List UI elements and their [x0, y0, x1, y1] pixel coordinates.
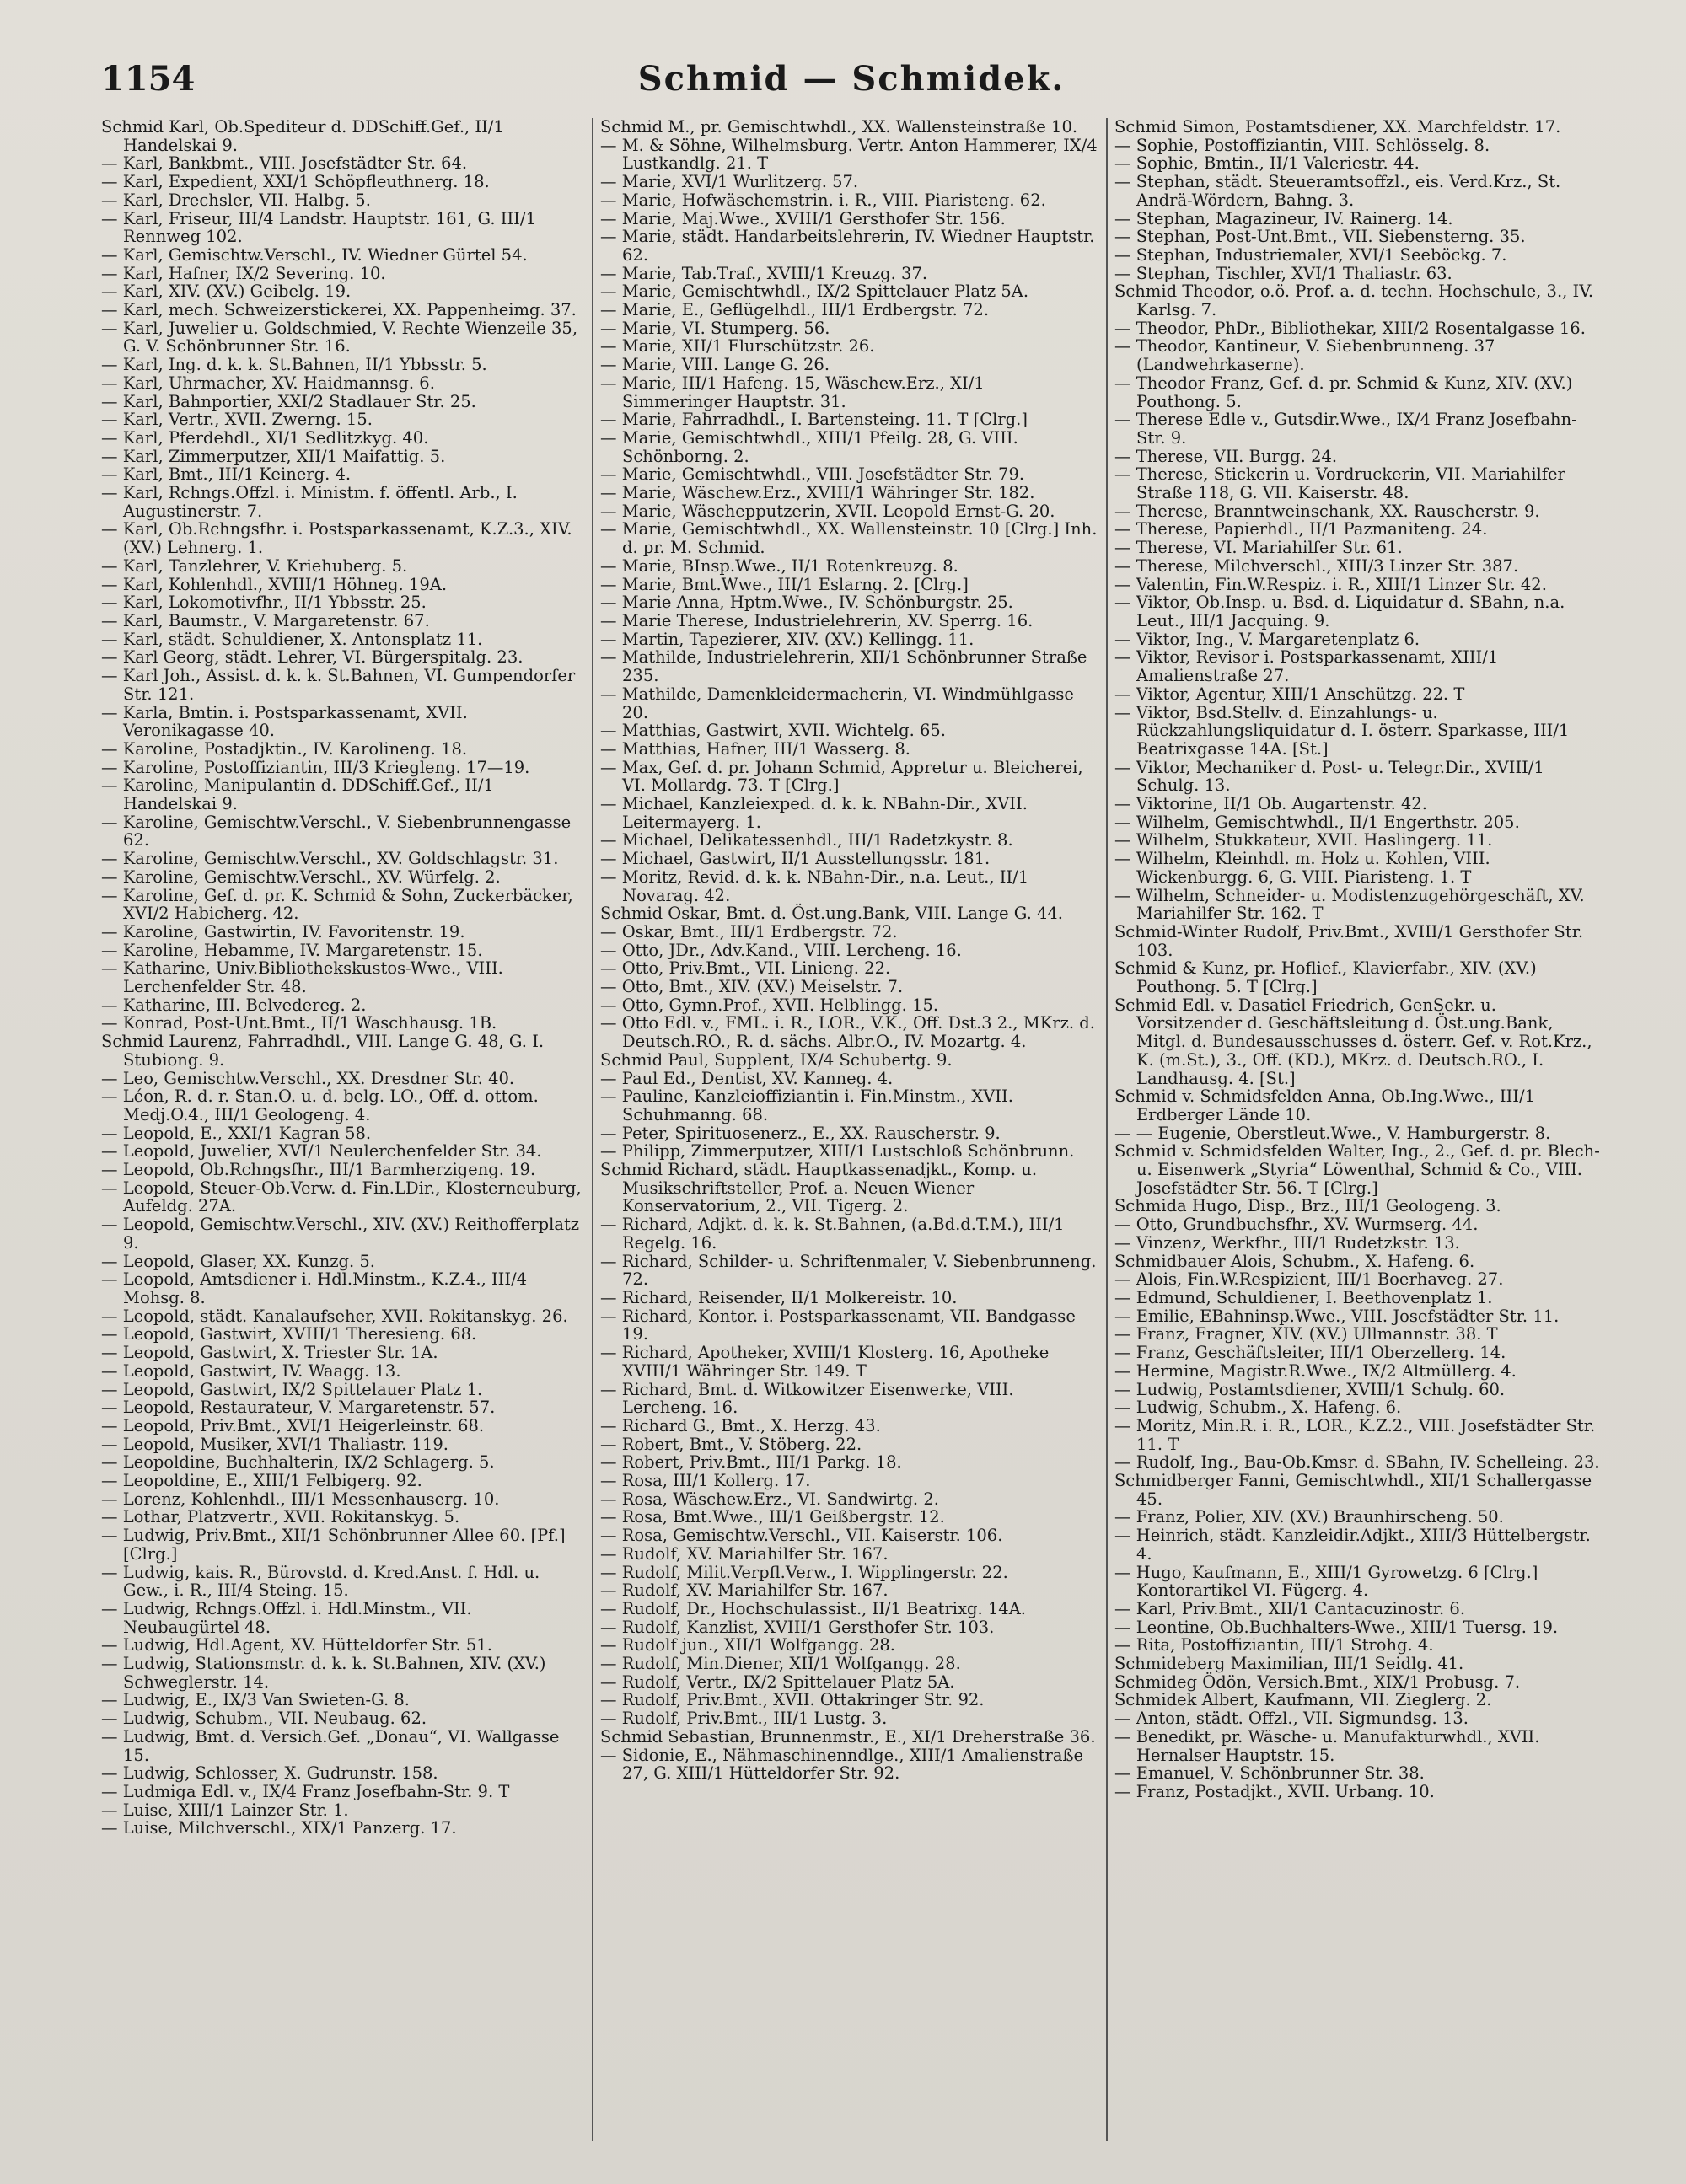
directory-entry: — Leopold, städt. Kanalaufseher, XVII. Rokitanskyg. 26. [101, 1306, 568, 1326]
directory-entry: — Viktorine, II/1 Ob. Augartenstr. 42. [1114, 794, 1428, 814]
directory-entry: — Marie, Wäschepputzerin, XVII. Leopold Ernst-G. 20. [600, 501, 1055, 521]
directory-entry: — Sophie, Bmtin., II/1 Valeriestr. 44. [1114, 153, 1420, 174]
directory-entry: — Karl, Drechsler, VII. Halbg. 5. [101, 190, 371, 210]
directory-entry: — Mathilde, Damenkleidermacherin, VI. Windmühlgasse 20. [600, 684, 1074, 722]
directory-entry: — Karoline, Manipulantin d. DDSchiff.Gef., II/1 Handelskai 9. [101, 775, 494, 814]
directory-entry: — Katharine, III. Belvedereg. 2. [101, 995, 367, 1015]
directory-entry: — Karl Georg, städt. Lehrer, VI. Bürgerspitalg. 23. [101, 647, 524, 668]
directory-entry: — Leontine, Ob.Buchhalters-Wwe., XIII/1 Tuersg. 19. [1114, 1617, 1559, 1637]
directory-entry: — Rudolf, Kanzlist, XVIII/1 Gersthofer Str. 103. [600, 1617, 995, 1637]
directory-entry: — Ludwig, Schubm., X. Hafeng. 6. [1114, 1398, 1402, 1418]
directory-entry: — Marie, BInsp.Wwe., II/1 Rotenkreuzg. 8. [600, 555, 958, 576]
directory-entry: — Marie, Gemischtwhdl., XX. Wallensteinstr. 10 [Clrg.] Inh. d. pr. M. Schmid. [600, 519, 1098, 558]
directory-entry: Schmid-Winter Rudolf, Priv.Bmt., XVIII/1 Gersthofer Str. 103. [1114, 921, 1584, 960]
directory-entry: — Lorenz, Kohlenhdl., III/1 Messenhauserg. 10. [101, 1489, 500, 1509]
directory-entry: — Michael, Kanzleiexped. d. k. k. NBahn-Dir., XVII. Leitermayerg. 1. [600, 794, 1028, 832]
directory-entry: — Stephan, Magazineur, IV. Rainerg. 14. [1114, 208, 1453, 228]
directory-entry: — Lothar, Platzvertr., XVII. Rokitanskyg. 5. [101, 1507, 460, 1527]
directory-entry: — Max, Gef. d. pr. Johann Schmid, Appretur u. Bleicherei, VI. Mollardg. 73. T [Clrg.] [600, 757, 1083, 796]
directory-entry: — Karoline, Gemischtw.Verschl., XV. Würfelg. 2. [101, 867, 501, 887]
directory-entry: — Michael, Gastwirt, II/1 Ausstellungsstr. 181. [600, 849, 991, 869]
directory-entry: — Marie, Bmt.Wwe., III/1 Eslarng. 2. [Clrg.] [600, 574, 969, 594]
directory-entry: Schmid Karl, Ob.Spediteur d. DDSchiff.Gef., II/1 Handelskai 9. [101, 118, 504, 155]
directory-entry: — Franz, Fragner, XIV. (XV.) Ullmannstr. 38. T [1114, 1324, 1498, 1344]
directory-entry: — Leopold, Restaurateur, V. Margaretenstr. 57. [101, 1398, 496, 1418]
directory-entry: — Marie, Fahrradhdl., I. Bartensteing. 11. T [Clrg.] [600, 410, 1028, 430]
directory-entry: — Karl, Vertr., XVII. Zwerng. 15. [101, 410, 373, 430]
directory-entry: — Marie, Gemischtwhdl., VIII. Josefstädter Str. 79. [600, 464, 1025, 485]
directory-entry: — Ludwig, E., IX/3 Van Swieten-G. 8. [101, 1690, 410, 1710]
directory-entry: — Karl, Uhrmacher, XV. Haidmannsg. 6. [101, 373, 435, 393]
directory-entry: — Leopold, Gastwirt, IV. Waagg. 13. [101, 1360, 401, 1381]
directory-entry: — Ludwig, kais. R., Bürovstd. d. Kred.Anst. f. Hdl. u. Gew., i. R., III/4 Steing. 15. [101, 1562, 540, 1601]
directory-entry: — Leopold, Gastwirt, XVIII/1 Theresieng. 68. [101, 1324, 477, 1344]
directory-entry: Schmid Paul, Supplent, IX/4 Schubertg. 9. [600, 1049, 953, 1070]
directory-entry: — Franz, Postadjkt., XVII. Urbang. 10. [1114, 1781, 1435, 1801]
directory-entry: Schmid Laurenz, Fahrradhdl., VIII. Lange G. 48, G. I. Stubiong. 9. [101, 1032, 545, 1070]
directory-entry: — Stephan, Post-Unt.Bmt., VII. Siebensterng. 35. [1114, 227, 1526, 247]
directory-entry: — Pauline, Kanzleioffiziantin i. Fin.Minstm., XVII. Schuhmanng. 68. [600, 1087, 1013, 1124]
page-number: 1154 [101, 59, 196, 99]
directory-entry: — Richard, Kontor. i. Postsparkassenamt, VII. Bandgasse 19. [600, 1306, 1076, 1344]
directory-entry: — Karoline, Gemischtw.Verschl., XV. Goldschlagstr. 31. [101, 849, 559, 869]
directory-entry: — Richard, Apotheker, XVIII/1 Klosterg. 16, Apotheke XVIII/1 Währinger Str. 149. T [600, 1343, 1050, 1381]
directory-entry: — Ludwig, Hdl.Agent, XV. Hütteldorfer Str. 51. [101, 1635, 492, 1655]
directory-entry: — Karl, Lokomotivfhr., II/1 Ybbsstr. 25. [101, 593, 427, 613]
directory-entry: — Richard, Schilder- u. Schriftenmaler, V. Siebenbrunneng. 72. [600, 1251, 1097, 1290]
directory-entry: Schmid Richard, städt. Hauptkassenadjkt., Komp. u. Musikschriftsteller, Prof. a. Neuen Wiener Konservatorium, 2., VII. Tigerg. 2. [600, 1160, 1038, 1216]
directory-entry: Schmid Oskar, Bmt. d. Öst.ung.Bank, VIII. Lange G. 44. [600, 904, 1063, 924]
directory-entry: — Anton, städt. Offzl., VII. Sigmundsg. 13. [1114, 1709, 1469, 1729]
running-head: Schmid — Schmidek. [637, 59, 1066, 99]
directory-entry: — Sophie, Postoffiziantin, VIII. Schlösselg. 8. [1114, 135, 1490, 155]
directory-entry: — Karl Joh., Assist. d. k. k. St.Bahnen, VI. Gumpendorfer Str. 121. [101, 666, 576, 704]
directory-entry: — Philipp, Zimmerputzer, XIII/1 Lustschloß Schönbrunn. [600, 1141, 1075, 1162]
directory-entry: — Therese, Papierhdl., II/1 Pazmaniteng. 24. [1114, 519, 1488, 539]
directory-entry: — Katharine, Univ.Bibliothekskustos-Wwe., VIII. Lerchenfelder Str. 48. [101, 958, 503, 997]
directory-entry: — Karl, Zimmerputzer, XII/1 Maifattig. 5. [101, 446, 446, 466]
directory-entry: — Karl, Kohlenhdl., XVIII/1 Höhneg. 19A. [101, 574, 448, 594]
directory-entry: — Richard G., Bmt., X. Herzg. 43. [600, 1415, 881, 1435]
directory-entry: — Marie, XII/1 Flurschützstr. 26. [600, 336, 875, 357]
directory-entry: — Matthias, Gastwirt, XVII. Wichtelg. 65. [600, 721, 947, 741]
directory-entry: — Karoline, Postadjktin., IV. Karolineng. 18. [101, 738, 468, 759]
directory-entry: — Valentin, Fin.W.Respiz. i. R., XIII/1 Linzer Str. 42. [1114, 574, 1547, 594]
directory-entry: — Ludwig, Stationsmstr. d. k. k. St.Bahnen, XIV. (XV.) Schweglerstr. 14. [101, 1654, 546, 1692]
directory-entry: — Rudolf, XV. Mariahilfer Str. 167. [600, 1580, 889, 1601]
directory-entry: — Karoline, Hebamme, IV. Margaretenstr. 15. [101, 940, 483, 960]
directory-entry: — Mathilde, Industrielehrerin, XII/1 Schönbrunner Straße 235. [600, 647, 1087, 686]
directory-entry: — Marie, städt. Handarbeitslehrerin, IV. Wiedner Hauptstr. 62. [600, 227, 1095, 265]
directory-entry: Schmidberger Fanni, Gemischtwhdl., XII/1 Schallergasse 45. [1114, 1471, 1592, 1509]
directory-entry: — Franz, Polier, XIV. (XV.) Braunhirscheng. 50. [1114, 1507, 1504, 1527]
directory-entry: — Sidonie, E., Nähmaschinenndlge., XIII/1 Amalienstraße 27, G. XIII/1 Hütteldorfer Str. 92. [600, 1745, 1084, 1784]
directory-entry: — Richard, Reisender, II/1 Molkereistr. 10. [600, 1288, 958, 1307]
directory-entry: — Rudolf, Priv.Bmt., III/1 Lustg. 3. [600, 1709, 888, 1729]
directory-entry: — Léon, R. d. r. Stan.O. u. d. belg. LO., Off. d. ottom. Medj.O.4., III/1 Geologeng. 4. [101, 1087, 539, 1124]
directory-entry: — Otto, Grundbuchsfhr., XV. Wurmserg. 44. [1114, 1215, 1479, 1235]
directory-entry: — Stephan, Industriemaler, XVI/1 Seeböckg. 7. [1114, 244, 1507, 265]
directory-entry: — Ludmiga Edl. v., IX/4 Franz Josefbahn-Str. 9. T [101, 1781, 510, 1801]
directory-entry: Schmid Sebastian, Brunnenmstr., E., XI/1 Dreherstraße 36. [600, 1726, 1096, 1747]
directory-entry: — Rita, Postoffiziantin, III/1 Strohg. 4. [1114, 1635, 1434, 1655]
directory-entry: — M. & Söhne, Wilhelmsburg. Vertr. Anton Hammerer, IX/4 Lustkandlg. 21. T [600, 135, 1098, 174]
directory-entry: — Leopold, Amtsdiener i. Hdl.Minstm., K.Z.4., III/4 Mohsg. 8. [101, 1269, 528, 1307]
directory-entry: — Leopold, Priv.Bmt., XVI/1 Heigerleinstr. 68. [101, 1415, 485, 1435]
directory-entry: — Rosa, Bmt.Wwe., III/1 Geißbergstr. 12. [600, 1507, 945, 1527]
directory-entry: — Rudolf jun., XII/1 Wolfgangg. 28. [600, 1635, 895, 1655]
directory-entry: — Rosa, III/1 Kollerg. 17. [600, 1471, 811, 1491]
directory-entry: Schmideberg Maximilian, III/1 Seidlg. 41. [1114, 1654, 1464, 1674]
directory-entry: — Marie, VIII. Lange G. 26. [600, 355, 830, 375]
directory-entry: — Hugo, Kaufmann, E., XIII/1 Gyrowetzg. 6 [Clrg.] Kontorartikel VI. Fügerg. 4. [1114, 1562, 1538, 1601]
directory-entry: — Wilhelm, Schneider- u. Modistenzugehörgeschäft, XV. Mariahilfer Str. 162. T [1114, 885, 1585, 924]
directory-entry: — Leopoldine, Buchhalterin, IX/2 Schlagerg. 5. [101, 1452, 495, 1473]
directory-entry: — Ludwig, Rchngs.Offzl. i. Hdl.Minstm., VII. Neubaugürtel 48. [101, 1598, 472, 1637]
directory-entry: — Rosa, Gemischtw.Verschl., VII. Kaiserstr. 106. [600, 1526, 1003, 1546]
directory-entry: — Ludwig, Postamtsdiener, XVIII/1 Schulg. 60. [1114, 1379, 1506, 1399]
directory-entry: Schmid & Kunz, pr. Hoflief., Klavierfabr., XIV. (XV.) Pouthong. 5. T [Clrg.] [1114, 958, 1537, 997]
directory-entry: — Karoline, Gemischtw.Verschl., V. Siebenbrunnengasse 62. [101, 812, 572, 851]
directory-entry: — Leo, Gemischtw.Verschl., XX. Dresdner Str. 40. [101, 1068, 515, 1088]
directory-entry: Schmidek Albert, Kaufmann, VII. Zieglerg. 2. [1114, 1690, 1492, 1710]
directory-entry: — Leopold, Steuer-Ob.Verw. d. Fin.LDir., Klosterneuburg, Aufeldg. 27A. [101, 1178, 582, 1216]
directory-entry: — Leopold, Gastwirt, X. Triester Str. 1A. [101, 1343, 438, 1363]
directory-entry: — Ludwig, Schubm., VII. Neubaug. 62. [101, 1709, 427, 1729]
directory-entry: — Karl, Hafner, IX/2 Severing. 10. [101, 263, 386, 283]
directory-entry: — Therese, Stickerin u. Vordruckerin, VII. Mariahilfer Straße 118, G. VII. Kaiserstr. 48. [1114, 464, 1565, 503]
directory-entry: Schmidbauer Alois, Schubm., X. Hafeng. 6. [1114, 1251, 1475, 1271]
directory-entry: — Leopold, Gastwirt, IX/2 Spittelauer Platz 1. [101, 1379, 483, 1399]
directory-entry: — Karl, Bahnportier, XXI/2 Stadlauer Str. 25. [101, 391, 476, 411]
directory-entry: — Rudolf, Min.Diener, XII/1 Wolfgangg. 28. [600, 1654, 961, 1674]
directory-entry: — Karl, Expedient, XXI/1 Schöpfleuthnerg. 18. [101, 172, 490, 192]
directory-entry: — Viktor, Bsd.Stellv. d. Einzahlungs- u. Rückzahlungsliquidatur d. I. österr. Sparkasse, III/1 Beatrixgasse 14A. [St.] [1114, 702, 1570, 759]
directory-entry: — Karl, Tanzlehrer, V. Kriehuberg. 5. [101, 555, 408, 576]
directory-entry: — Otto, JDr., Adv.Kand., VIII. Lercheng. 16. [600, 940, 962, 960]
directory-entry: — Karl, Baumstr., V. Margaretenstr. 67. [101, 610, 430, 631]
directory-entry: — Emanuel, V. Schönbrunner Str. 38. [1114, 1763, 1425, 1784]
page-header [101, 59, 1602, 101]
directory-entry: Schmideg Ödön, Versich.Bmt., XIX/1 Probusg. 7. [1114, 1672, 1521, 1692]
directory-entry: Schmid M., pr. Gemischtwhdl., XX. Wallensteinstraße 10. [600, 118, 1078, 137]
directory-entry: — Therese, VI. Mariahilfer Str. 61. [1114, 538, 1403, 558]
column-3 [1114, 118, 1602, 2158]
directory-entry: — Otto, Gymn.Prof., XVII. Helblingg. 15. [600, 995, 939, 1015]
directory-entry: — Luise, Milchverschl., XIX/1 Panzerg. 17. [101, 1818, 457, 1838]
directory-entry: — Marie, XVI/1 Wurlitzerg. 57. [600, 172, 859, 192]
directory-entry: — Rudolf, XV. Mariahilfer Str. 167. [600, 1543, 889, 1564]
directory-entry: — Stephan, Tischler, XVI/1 Thaliastr. 63. [1114, 263, 1452, 283]
directory-entry: — Wilhelm, Gemischtwhdl., II/1 Engerthstr. 205. [1114, 812, 1520, 832]
directory-entry: — Marie, Maj.Wwe., XVIII/1 Gersthofer Str. 156. [600, 208, 1006, 228]
directory-entry: — Marie Anna, Hptm.Wwe., IV. Schönburgstr. 25. [600, 593, 1013, 613]
directory-entry: — Moritz, Revid. d. k. k. NBahn-Dir., n.a. Leut., II/1 Novarag. 42. [600, 867, 1029, 905]
directory-entry: — Theodor, PhDr., Bibliothekar, XIII/2 Rosentalgasse 16. [1114, 318, 1586, 338]
directory-entry: — Theodor Franz, Gef. d. pr. Schmid & Kunz, XIV. (XV.) Pouthong. 5. [1114, 373, 1573, 411]
directory-entry: — Wilhelm, Stukkateur, XVII. Haslingerg. 11. [1114, 830, 1493, 851]
directory-entry: — Marie Therese, Industrielehrerin, XV. Sperrg. 16. [600, 610, 1034, 631]
directory-entry: — Leopold, Musiker, XVI/1 Thaliastr. 119. [101, 1434, 448, 1454]
directory-entry: — Marie, III/1 Hafeng. 15, Wäschew.Erz., XI/1 Simmeringer Hauptstr. 31. [600, 373, 985, 411]
directory-entry: — Rudolf, Priv.Bmt., XVII. Ottakringer Str. 92. [600, 1690, 985, 1710]
directory-entry: — Otto Edl. v., FML. i. R., LOR., V.K., Off. Dst.3 2., MKrz. d. Deutsch.RO., R. d. sächs. Albr.O., IV. Mozartg. 4. [600, 1013, 1095, 1052]
directory-entry: — Karl, mech. Schweizerstickerei, XX. Pappenheimg. 37. [101, 300, 577, 320]
directory-entry: — Michael, Delikatessenhdl., III/1 Radetzkystr. 8. [600, 830, 1013, 851]
directory-entry: — Therese, Branntweinschank, XX. Rauscherstr. 9. [1114, 501, 1540, 521]
directory-columns [101, 118, 1602, 2158]
directory-entry: — Matthias, Hafner, III/1 Wasserg. 8. [600, 738, 910, 759]
directory-entry: — Viktor, Ing., V. Margaretenplatz 6. [1114, 629, 1420, 649]
directory-entry: — Wilhelm, Kleinhdl. m. Holz u. Kohlen, VIII. Wickenburgg. 6, G. VIII. Piaristeng. 1. T [1114, 849, 1490, 887]
directory-entry: — Karl, Pferdehdl., XI/1 Sedlitzkyg. 40. [101, 427, 429, 448]
directory-entry: — Benedikt, pr. Wäsche- u. Manufakturwhdl., XVII. Hernalser Hauptstr. 15. [1114, 1726, 1540, 1765]
directory-entry: — Moritz, Min.R. i. R., LOR., K.Z.2., VIII. Josefstädter Str. 11. T [1114, 1415, 1596, 1454]
directory-entry: — Leopold, E., XXI/1 Kagran 58. [101, 1123, 372, 1143]
directory-entry: — Peter, Spirituosenerz., E., XX. Rauscherstr. 9. [600, 1123, 1001, 1143]
directory-entry: — Richard, Bmt. d. Witkowitzer Eisenwerke, VIII. Lercheng. 16. [600, 1379, 1014, 1418]
directory-entry: — Marie, Gemischtwhdl., XIII/1 Pfeilg. 28, G. VIII. Schönborng. 2. [600, 427, 1018, 466]
directory-entry: — Viktor, Revisor i. Postsparkassenamt, XIII/1 Amalienstraße 27. [1114, 647, 1499, 686]
directory-entry: — Robert, Bmt., V. Stöberg. 22. [600, 1434, 862, 1454]
directory-entry: — Luise, XIII/1 Lainzer Str. 1. [101, 1800, 349, 1820]
directory-entry: — Therese Edle v., Gutsdir.Wwe., IX/4 Franz Josefbahn-Str. 9. [1114, 410, 1577, 448]
directory-entry: — Hermine, Magistr.R.Wwe., IX/2 Altmüllerg. 4. [1114, 1360, 1517, 1381]
directory-entry: — Viktor, Mechaniker d. Post- u. Telegr.Dir., XVIII/1 Schulg. 13. [1114, 757, 1544, 796]
directory-entry: — Karl, Juwelier u. Goldschmied, V. Rechte Wienzeile 35, G. V. Schönbrunner Str. 16. [101, 318, 578, 357]
directory-entry: — Edmund, Schuldiener, I. Beethovenplatz 1. [1114, 1288, 1493, 1307]
directory-entry: — Oskar, Bmt., III/1 Erdbergstr. 72. [600, 921, 898, 942]
column-2 [600, 118, 1098, 2158]
directory-entry: — Marie, Tab.Traf., XVIII/1 Kreuzg. 37. [600, 263, 928, 283]
column-1 [101, 118, 583, 2158]
directory-entry: — Karl, Friseur, III/4 Landstr. Hauptstr. 161, G. III/1 Rennweg 102. [101, 208, 536, 247]
directory-entry: — Karoline, Gef. d. pr. K. Schmid & Sohn, Zuckerbäcker, XVI/2 Habicherg. 42. [101, 885, 573, 924]
directory-entry: — Marie, Wäschew.Erz., XVIII/1 Währinger Str. 182. [600, 483, 1035, 503]
directory-entry: — Leopold, Glaser, XX. Kunzg. 5. [101, 1251, 376, 1271]
directory-entry: — Theodor, Kantineur, V. Siebenbrunneng. 37 (Landwehrkaserne). [1114, 336, 1495, 375]
directory-entry: — Otto, Priv.Bmt., VII. Linieng. 22. [600, 958, 891, 979]
directory-entry: — Karl, XIV. (XV.) Geibelg. 19. [101, 282, 352, 302]
directory-entry: Schmid Simon, Postamtsdiener, XX. Marchfeldstr. 17. [1114, 118, 1561, 137]
directory-entry: — Robert, Priv.Bmt., III/1 Parkg. 18. [600, 1452, 902, 1473]
directory-entry: — Rosa, Wäschew.Erz., VI. Sandwirtg. 2. [600, 1489, 939, 1509]
directory-entry: — Marie, E., Geflügelhdl., III/1 Erdbergstr. 72. [600, 300, 990, 320]
directory-entry: — Marie, Hofwäschemstrin. i. R., VIII. Piaristeng. 62. [600, 190, 1046, 210]
directory-entry: — Rudolf, Dr., Hochschulassist., II/1 Beatrixg. 14A. [600, 1598, 1026, 1618]
directory-entry: — Karl, Ob.Rchngsfhr. i. Postsparkassenamt, K.Z.3., XIV. (XV.) Lehnerg. 1. [101, 519, 572, 558]
directory-entry: Schmid v. Schmidsfelden Anna, Ob.Ing.Wwe., III/1 Erdberger Lände 10. [1114, 1087, 1535, 1124]
directory-entry: — Alois, Fin.W.Respizient, III/1 Boerhaveg. 27. [1114, 1269, 1504, 1290]
directory-entry: — — Eugenie, Oberstleut.Wwe., V. Hamburgerstr. 8. [1114, 1123, 1551, 1143]
directory-entry: — Karl, Bankbmt., VIII. Josefstädter Str. 64. [101, 153, 468, 174]
directory-entry: — Franz, Geschäftsleiter, III/1 Oberzellerg. 14. [1114, 1343, 1506, 1363]
directory-entry: — Martin, Tapezierer, XIV. (XV.) Kellingg. 11. [600, 629, 975, 649]
directory-entry: — Therese, VII. Burgg. 24. [1114, 446, 1338, 466]
directory-entry: — Karl, Rchngs.Offzl. i. Ministm. f. öffentl. Arb., I. Augustinerstr. 7. [101, 483, 518, 521]
directory-entry: — Therese, Milchverschl., XIII/3 Linzer Str. 387. [1114, 555, 1519, 576]
directory-entry: — Ludwig, Schlosser, X. Gudrunstr. 158. [101, 1763, 438, 1784]
directory-entry: — Rudolf, Vertr., IX/2 Spittelauer Platz 5A. [600, 1672, 955, 1692]
directory-entry: — Otto, Bmt., XIV. (XV.) Meiselstr. 7. [600, 977, 904, 997]
directory-entry: — Konrad, Post-Unt.Bmt., II/1 Waschhausg. 1B. [101, 1013, 497, 1033]
directory-entry: — Viktor, Agentur, XIII/1 Anschützg. 22. T [1114, 684, 1465, 704]
directory-entry: — Rudolf, Ing., Bau-Ob.Kmsr. d. SBahn, IV. Schelleing. 23. [1114, 1452, 1600, 1473]
directory-entry: — Viktor, Ob.Insp. u. Bsd. d. Liquidatur d. SBahn, n.a. Leut., III/1 Jacquing. 9. [1114, 593, 1565, 631]
directory-entry: — Richard, Adjkt. d. k. k. St.Bahnen, (a.Bd.d.T.M.), III/1 Regelg. 16. [600, 1215, 1065, 1253]
directory-entry: — Karl, städt. Schuldiener, X. Antonsplatz 11. [101, 629, 483, 649]
directory-entry: — Stephan, städt. Steueramtsoffzl., eis. Verd.Krz., St. Andrä-Wördern, Bahng. 3. [1114, 172, 1561, 210]
directory-entry: — Karl, Gemischtw.Verschl., IV. Wiedner Gürtel 54. [101, 244, 528, 265]
directory-entry: — Karoline, Postoffiziantin, III/3 Kriegleng. 17—19. [101, 757, 530, 777]
directory-entry: — Paul Ed., Dentist, XV. Kanneg. 4. [600, 1068, 894, 1088]
directory-entry: — Rudolf, Milit.Verpfl.Verw., I. Wipplingerstr. 22. [600, 1562, 1008, 1582]
directory-entry: — Karl, Bmt., III/1 Keinerg. 4. [101, 464, 352, 485]
directory-entry: — Karla, Bmtin. i. Postsparkassenamt, XVII. Veronikagasse 40. [101, 702, 468, 741]
directory-entry: — Karl, Ing. d. k. k. St.Bahnen, II/1 Ybbsstr. 5. [101, 355, 487, 375]
directory-entry: Schmid Edl. v. Dasatiel Friedrich, GenSekr. u. Vorsitzender d. Geschäftsleitung d. Öst.ung.Bank, Mitgl. d. Bundesausschusses d. österr. Gef. v. Rot.Krz., K. (m.St.), 3., Off. (KD.), MKrz. d. Deutsch.RO., I. Landhausg. 4. [St.] [1114, 995, 1592, 1088]
directory-entry: — Leopold, Gemischtw.Verschl., XIV. (XV.) Reithofferplatz 9. [101, 1215, 580, 1253]
directory-entry: — Ludwig, Bmt. d. Versich.Gef. „Donau“, VI. Wallgasse 15. [101, 1726, 560, 1765]
directory-entry: Schmida Hugo, Disp., Brz., III/1 Geologeng. 3. [1114, 1196, 1501, 1216]
directory-entry: Schmid Theodor, o.ö. Prof. a. d. techn. Hochschule, 3., IV. Karlsg. 7. [1114, 282, 1594, 320]
directory-entry: — Leopold, Juwelier, XVI/1 Neulerchenfelder Str. 34. [101, 1141, 542, 1162]
directory-entry: — Ludwig, Priv.Bmt., XII/1 Schönbrunner Allee 60. [Pf.] [Clrg.] [101, 1526, 566, 1564]
directory-entry: — Leopold, Ob.Rchngsfhr., III/1 Barmherzigeng. 19. [101, 1160, 536, 1180]
directory-entry: — Heinrich, städt. Kanzleidir.Adjkt., XIII/3 Hüttelbergstr. 4. [1114, 1526, 1591, 1564]
directory-entry: — Karl, Priv.Bmt., XII/1 Cantacuzinostr. 6. [1114, 1598, 1466, 1618]
directory-entry: — Marie, Gemischtwhdl., IX/2 Spittelauer Platz 5A. [600, 282, 1029, 302]
directory-entry: — Marie, VI. Stumperg. 56. [600, 318, 830, 338]
directory-entry: — Leopoldine, E., XIII/1 Felbigerg. 92. [101, 1471, 422, 1491]
directory-entry: — Karoline, Gastwirtin, IV. Favoritenstr. 19. [101, 921, 465, 942]
directory-entry: Schmid v. Schmidsfelden Walter, Ing., 2., Gef. d. pr. Blech- u. Eisenwerk „Styria“ Löwenthal, Schmid & Co., VIII. Josefstädter Str. 56. T [Clrg.] [1114, 1141, 1600, 1198]
directory-entry: — Vinzenz, Werkfhr., III/1 Rudetzkstr. 13. [1114, 1232, 1460, 1253]
directory-entry: — Emilie, EBahninsp.Wwe., VIII. Josefstädter Str. 11. [1114, 1306, 1560, 1326]
